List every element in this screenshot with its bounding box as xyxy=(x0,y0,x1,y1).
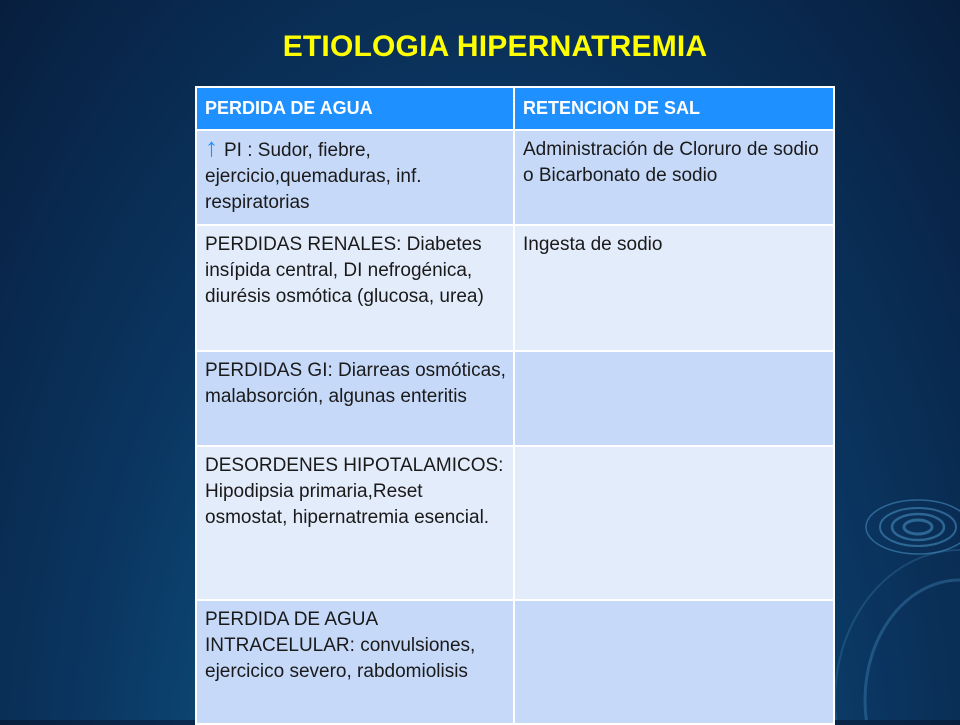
header-water-loss: PERDIDA DE AGUA xyxy=(196,87,514,130)
table-row xyxy=(196,225,834,351)
table-header-row xyxy=(196,87,834,130)
table-row xyxy=(196,351,834,446)
cell-sodium-administration: Administración de Cloruro de sodio o Bicarbonato de sodio xyxy=(514,130,834,225)
cell-hypothalamic-disorders: DESORDENES HIPOTALAMICOS: Hipodipsia primaria,Reset osmostat, hipernatremia esencial. xyxy=(196,446,514,600)
table-row xyxy=(196,130,834,225)
cell-sodium-intake: Ingesta de sodio xyxy=(514,225,834,351)
header-salt-retention: RETENCION DE SAL xyxy=(514,87,834,130)
table-row xyxy=(196,446,834,600)
cell-intracellular-water-loss: PERDIDA DE AGUA INTRACELULAR: convulsiones, ejercicico severo, rabdomiolisis xyxy=(196,600,514,724)
cell-text: PI : Sudor, fiebre, ejercicio,quemaduras, inf. respiratorias xyxy=(205,140,422,213)
cell-empty xyxy=(514,446,834,600)
etiology-table xyxy=(195,86,835,725)
cell-gi-losses: PERDIDAS GI: Diarreas osmóticas, malabsorción, algunas enteritis xyxy=(196,351,514,446)
cell-empty xyxy=(514,351,834,446)
cell-insensible-losses xyxy=(196,130,514,225)
cell-renal-losses: PERDIDAS RENALES: Diabetes insípida central, DI nefrogénica, diurésis osmótica (glucosa, urea) xyxy=(196,225,514,351)
table-row xyxy=(196,600,834,724)
arrow-up-icon: ↑ xyxy=(205,132,218,162)
cell-empty xyxy=(514,600,834,724)
slide-title: ETIOLOGIA HIPERNATREMIA xyxy=(282,30,708,63)
